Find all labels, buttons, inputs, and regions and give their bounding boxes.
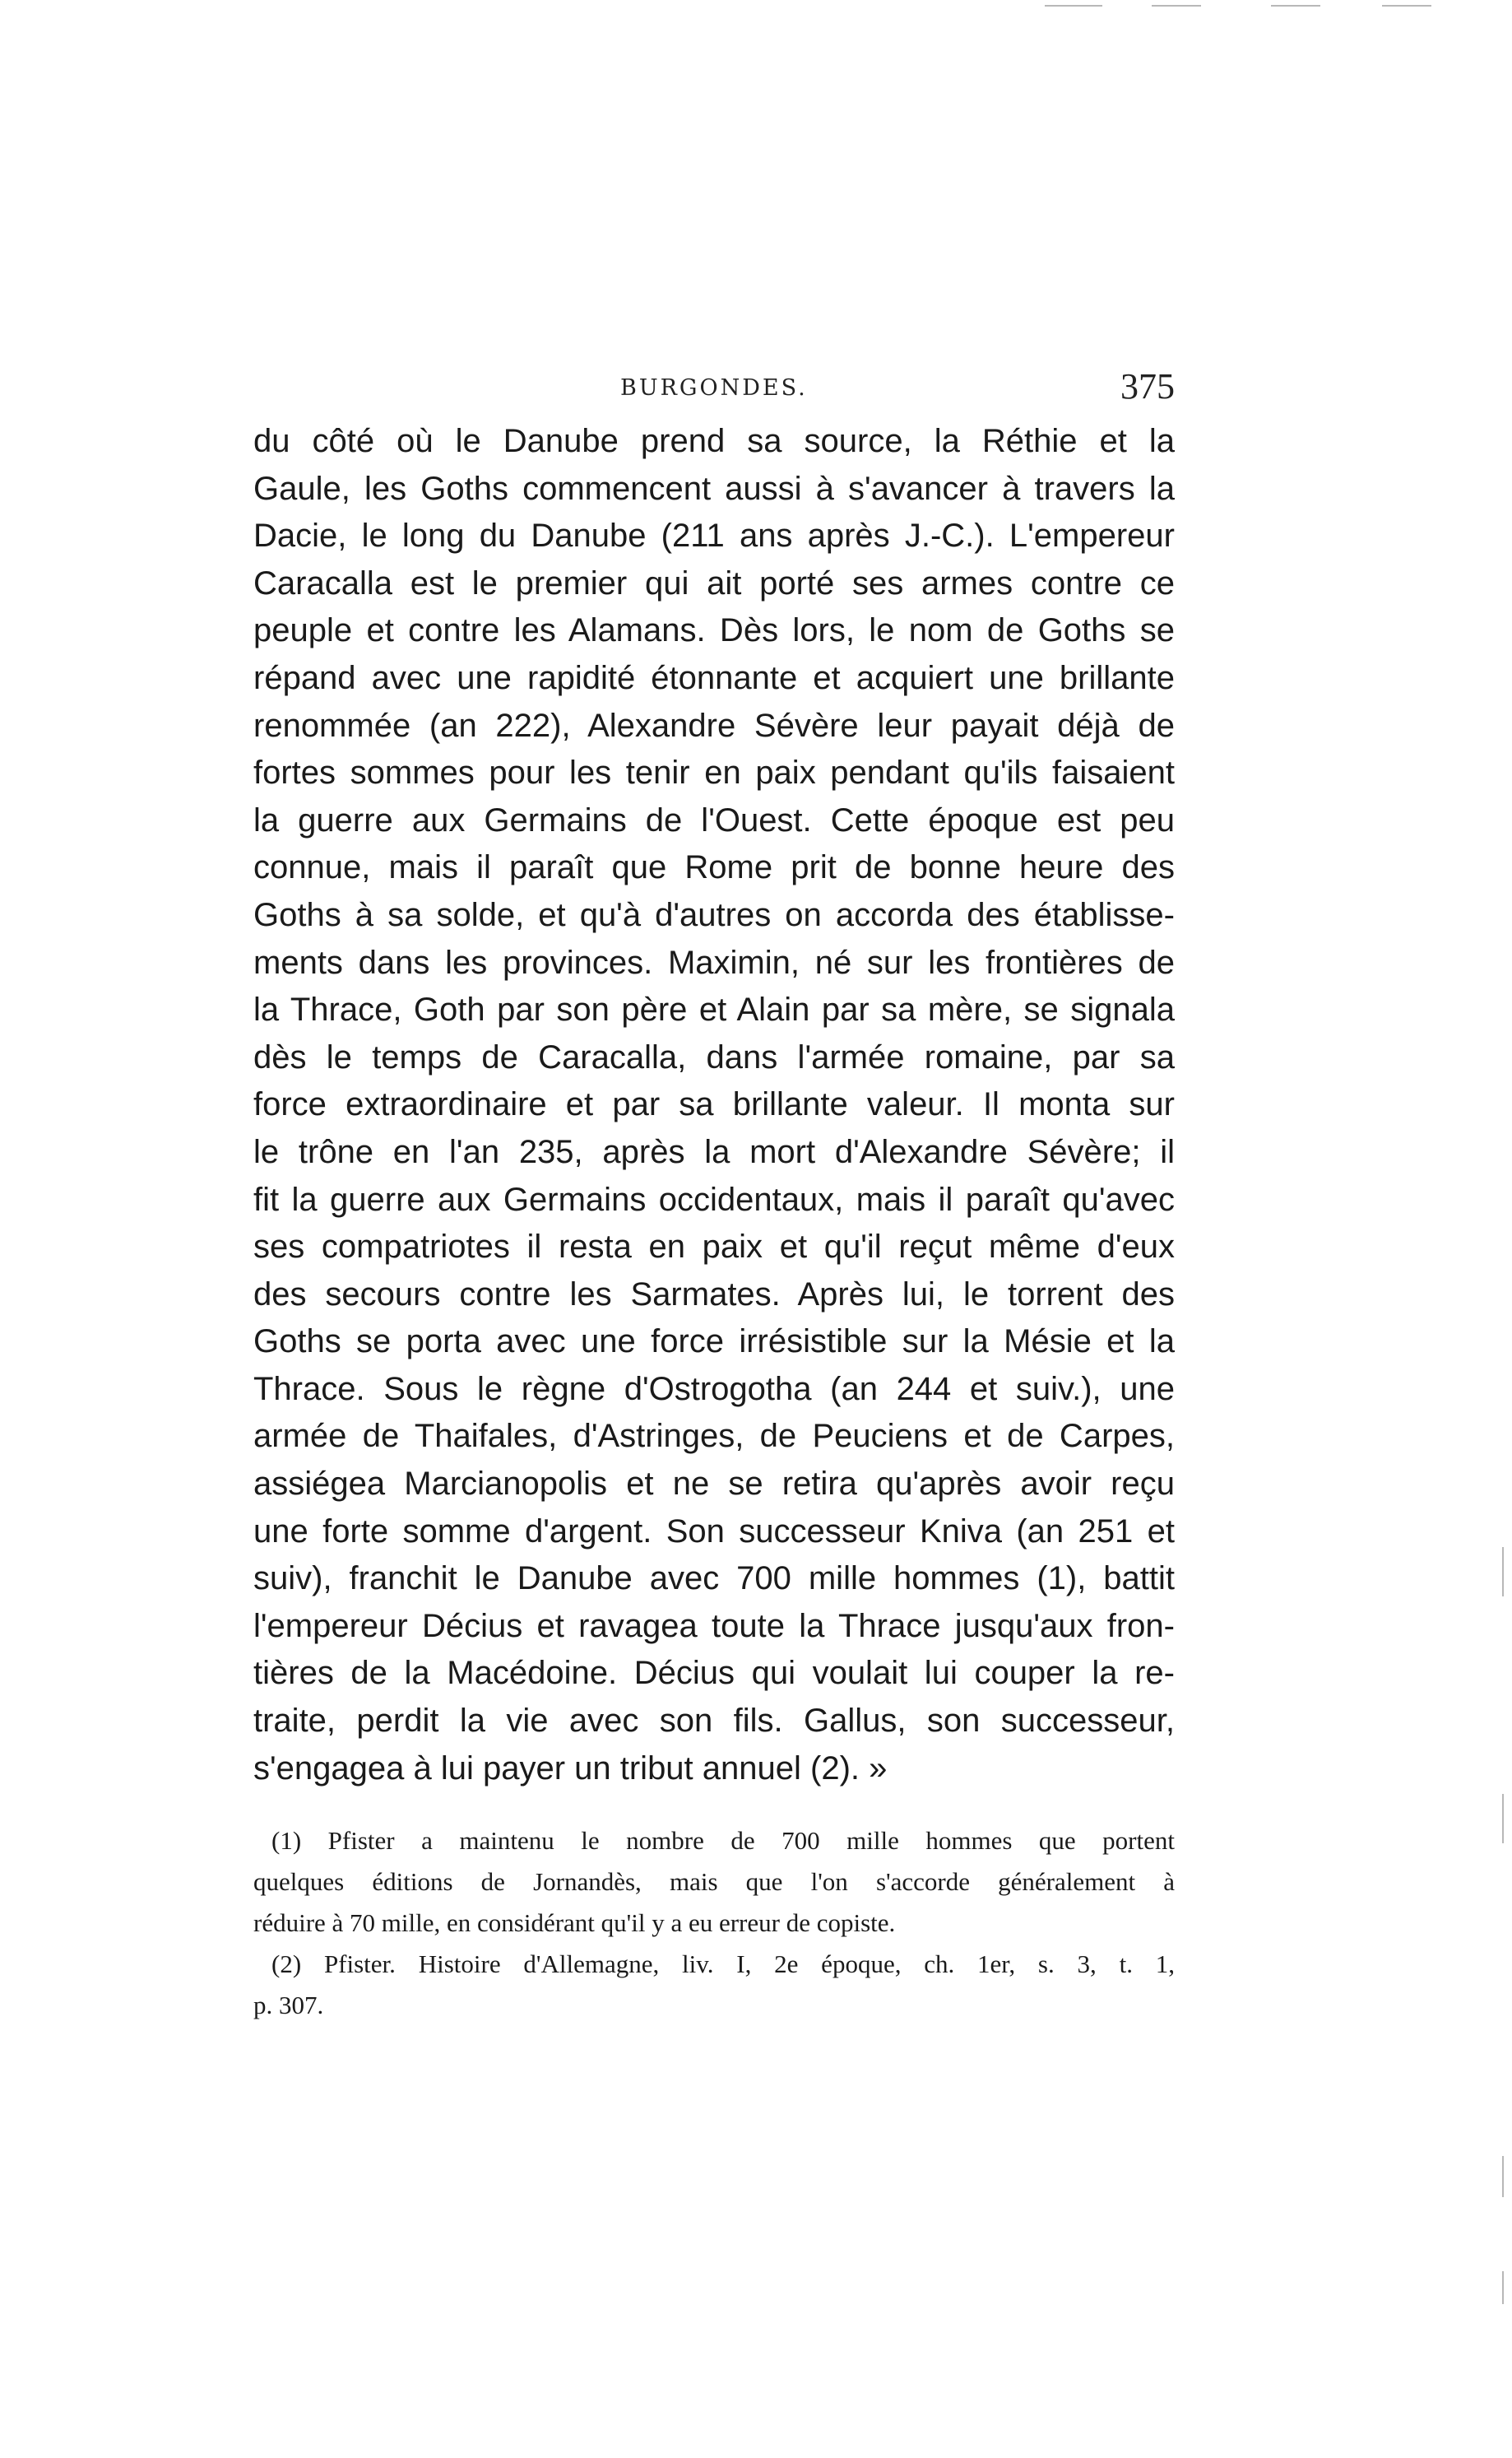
footnote-line: (1) Pfister a maintenu le nombre de 700 mille hommes que portent [271, 1826, 1175, 1855]
text-line: s'engagea à lui payer un tribut annuel (2). » [253, 1749, 888, 1787]
text-line: ments dans les provinces. Maximin, né sur les frontières de [253, 944, 1175, 981]
text-line: fortes sommes pour les tenir en paix pendant qu'ils faisaient [253, 755, 1175, 792]
scan-artifact-top-2 [1152, 5, 1201, 7]
scan-artifact-right-2 [1502, 1794, 1504, 1843]
scan-artifact-top-4 [1382, 5, 1431, 7]
text-line: l'empereur Décius et ravagea toute la Thrace jusqu'aux fron- [253, 1607, 1175, 1644]
text-line: ses compatriotes il resta en paix et qu'il reçut même d'eux [253, 1229, 1175, 1266]
text-line: la Thrace, Goth par son père et Alain par sa mère, se signala [253, 992, 1175, 1029]
text-line: traite, perdit la vie avec son fils. Gallus, son successeur, [253, 1703, 1175, 1740]
text-line: connue, mais il paraît que Rome prit de bonne heure des [253, 849, 1175, 886]
scan-artifact-top-3 [1271, 5, 1320, 7]
text-line: la guerre aux Germains de l'Ouest. Cette époque est peu [253, 802, 1175, 839]
scan-artifact-right-3 [1502, 2156, 1504, 2197]
text-line: suiv), franchit le Danube avec 700 mille hommes (1), battit [253, 1560, 1175, 1597]
footnote-line: (2) Pfister. Histoire d'Allemagne, liv. I, 2e époque, ch. 1er, s. 3, t. 1, [271, 1949, 1175, 1978]
scan-artifact-right-4 [1502, 2271, 1504, 2304]
text-line: du côté où le Danube prend sa source, la Réthie et la [253, 423, 1175, 459]
text-line: peuple et contre les Alamans. Dès lors, le nom de Goths se [253, 612, 1175, 649]
scan-artifact-right [1502, 1547, 1504, 1596]
text-line: fit la guerre aux Germains occidentaux, mais il paraît qu'avec [253, 1181, 1175, 1218]
text-line: le trône en l'an 235, après la mort d'Alexandre Sévère; il [253, 1133, 1175, 1170]
footnote-line: quelques éditions de Jornandès, mais que l'on s'accorde généralement à [253, 1867, 1175, 1896]
text-line: Caracalla est le premier qui ait porté ses armes contre ce [253, 565, 1175, 602]
text-line: force extraordinaire et par sa brillante valeur. Il monta sur [253, 1086, 1175, 1123]
text-line: Dacie, le long du Danube (211 ans après J.-C.). L'empereur [253, 518, 1175, 555]
text-line: répand avec une rapidité étonnante et acquiert une brillante [253, 659, 1175, 696]
running-title: BURGONDES. [620, 375, 808, 401]
text-line: Goths se porta avec une force irrésistible sur la Mésie et la [253, 1323, 1175, 1360]
text-line: des secours contre les Sarmates. Après lui, le torrent des [253, 1275, 1175, 1313]
text-line: une forte somme d'argent. Son successeur Kniva (an 251 et [253, 1512, 1175, 1550]
text-line: Thrace. Sous le règne d'Ostrogotha (an 244 et suiv.), une [253, 1370, 1175, 1407]
text-line: Gaule, les Goths commencent aussi à s'avancer à travers la [253, 470, 1175, 507]
running-head [253, 362, 1175, 411]
text-line: dès le temps de Caracalla, dans l'armée romaine, par sa [253, 1038, 1175, 1076]
footnotes [253, 1820, 1175, 2026]
body-text [253, 418, 1175, 1792]
page-number: 375 [1120, 366, 1175, 407]
footnote-line: p. 307. [253, 1991, 324, 2019]
text-line: Goths à sa solde, et qu'à d'autres on accorda des établisse- [253, 896, 1175, 933]
text-line: renommée (an 222), Alexandre Sévère leur payait déjà de [253, 707, 1175, 744]
text-line: armée de Thaifales, d'Astringes, de Peuciens et de Carpes, [253, 1418, 1175, 1455]
footnote-line: réduire à 70 mille, en considérant qu'il y a eu erreur de copiste. [253, 1908, 896, 1937]
text-line: tières de la Macédoine. Décius qui voulait lui couper la re- [253, 1655, 1175, 1692]
text-line: assiégea Marcianopolis et ne se retira qu'après avoir reçu [253, 1466, 1175, 1503]
scan-artifact-top [1045, 5, 1102, 7]
